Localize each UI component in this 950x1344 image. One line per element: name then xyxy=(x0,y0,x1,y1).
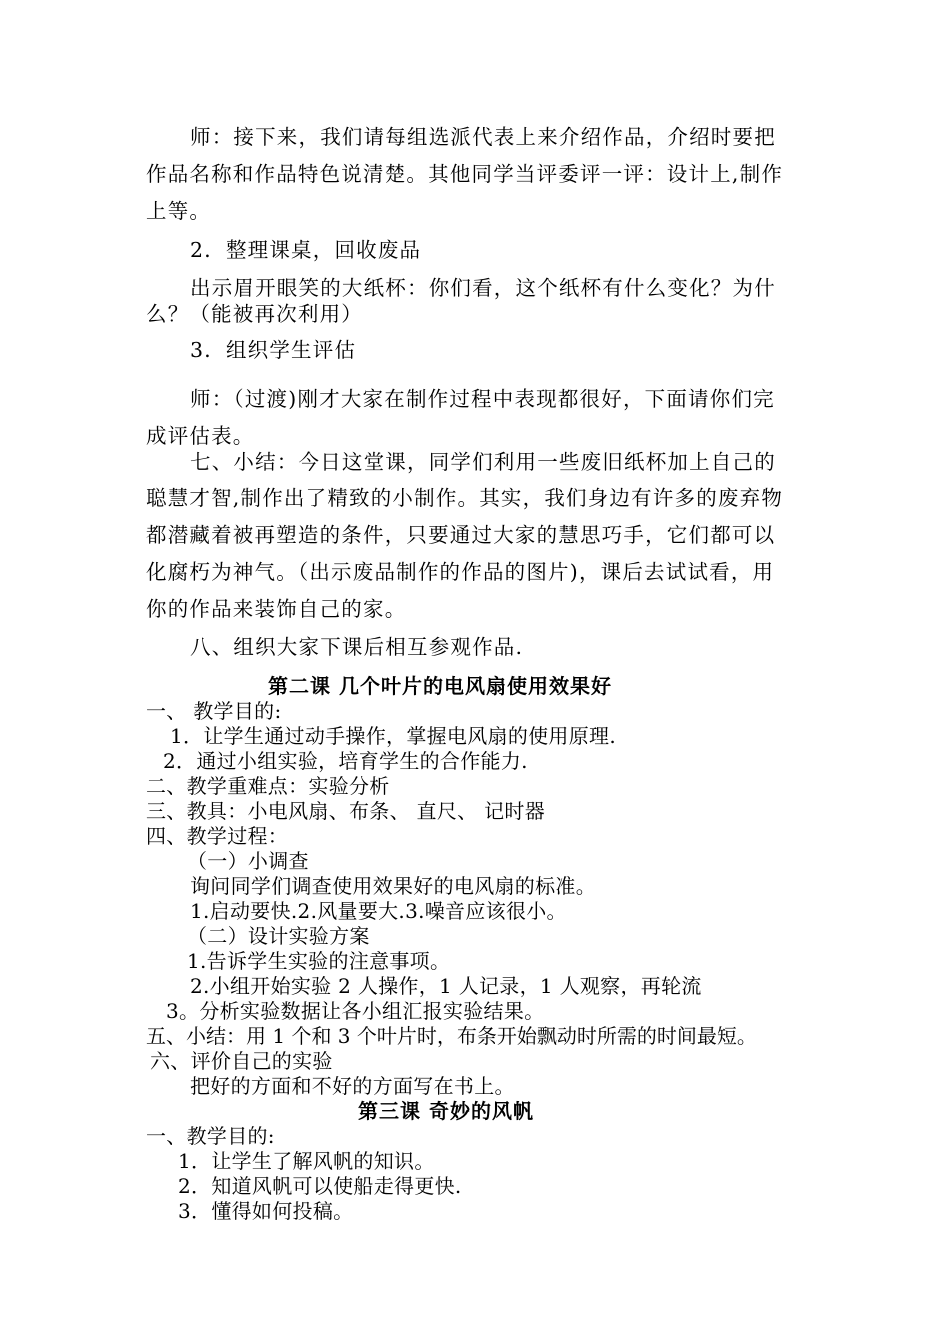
list-item: 1．让学生通过动手操作，掌握电风扇的使用原理. xyxy=(170,724,616,748)
paragraph-line: 作品名称和作品特色说清楚。其他同学当评委评一评：设计上,制作 xyxy=(146,162,784,186)
list-item: 2．通过小组实验，培育学生的合作能力. xyxy=(163,749,528,773)
list-item: 2.小组开始实验 2 人操作，1 人记录，1 人观察，再轮流 xyxy=(190,974,702,998)
step-heading: 3．组织学生评估 xyxy=(190,338,357,362)
paragraph-line: 化腐朽为神气。（出示废品制作的作品的图片)，课后去试试看，用 xyxy=(146,560,775,584)
paragraph-line: 成评估表。 xyxy=(146,424,255,448)
list-item: 一、 教学目的: xyxy=(146,699,282,723)
list-item: 三、教具：小电风扇、布条、 直尺、 记时器 xyxy=(146,799,546,823)
list-item: 把好的方面和不好的方面写在书上。 xyxy=(190,1074,515,1098)
paragraph-line: 七、小结：今日这堂课，同学们利用一些废旧纸杯加上自己的 xyxy=(190,450,776,474)
list-item: （一）小调查 xyxy=(187,849,309,873)
paragraph-line: 八、组织大家下课后相互参观作品. xyxy=(190,635,524,659)
list-item: 二、教学重难点：实验分析 xyxy=(146,774,390,798)
list-item: 3。分析实验数据让各小组汇报实验结果。 xyxy=(166,999,545,1023)
paragraph-line: 聪慧才智,制作出了精致的小制作。其实，我们身边有许多的废弃物 xyxy=(146,486,784,510)
list-item: （二）设计实验方案 xyxy=(187,924,370,948)
lesson-title: 第二课 几个叶片的电风扇使用效果好 xyxy=(268,674,612,698)
list-item: 1.启动要快.2.风量要大.3.噪音应该很小。 xyxy=(190,899,567,923)
paragraph-line: 师：（过渡)刚才大家在制作过程中表现都很好，下面请你们完 xyxy=(190,387,775,411)
paragraph-line: 上等。 xyxy=(146,199,212,223)
paragraph-line: 你的作品来装饰自己的家。 xyxy=(146,597,407,621)
step-heading: 2．整理课桌，回收废品 xyxy=(190,238,422,262)
paragraph-line: 么？（能被再次利用） xyxy=(146,302,363,326)
list-item: 一、教学目的: xyxy=(146,1124,275,1148)
paragraph-line: 出示眉开眼笑的大纸杯：你们看，这个纸杯有什么变化？为什 xyxy=(190,276,776,300)
list-item: 3．懂得如何投稿。 xyxy=(178,1199,354,1223)
lesson-title: 第三课 奇妙的风帆 xyxy=(358,1099,534,1123)
paragraph-line: 都潜藏着被再塑造的条件，只要通过大家的慧思巧手，它们都可以 xyxy=(146,523,776,547)
list-item: 1．让学生了解风帆的知识。 xyxy=(178,1149,435,1173)
list-item: 2．知道风帆可以使船走得更快. xyxy=(178,1174,462,1198)
list-item: 四、教学过程： xyxy=(146,824,289,848)
list-item: 六、评价自己的实验 xyxy=(150,1049,333,1073)
list-item: 询问同学们调查使用效果好的电风扇的标准。 xyxy=(190,874,596,898)
list-item: 五、小结：用 1 个和 3 个叶片时，布条开始飘动时所需的时间最短。 xyxy=(146,1024,757,1048)
list-item: 1.告诉学生实验的注意事项。 xyxy=(187,949,451,973)
paragraph-line: 师：接下来，我们请每组选派代表上来介绍作品，介绍时要把 xyxy=(190,125,776,149)
